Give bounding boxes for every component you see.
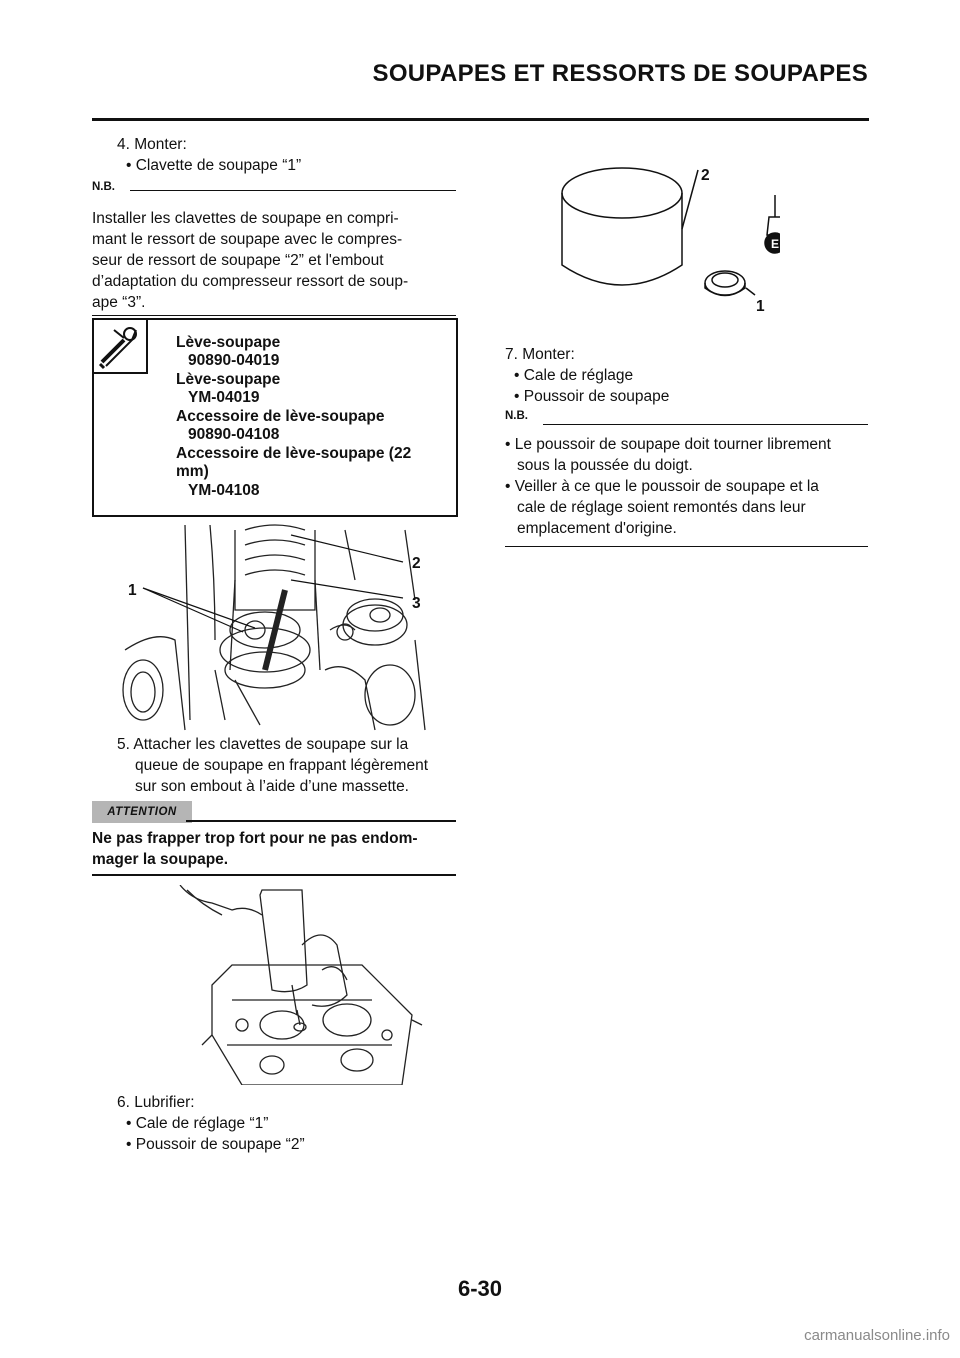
page-title: SOUPAPES ET RESSORTS DE SOUPAPES: [372, 60, 868, 87]
tool-code: YM-04108: [188, 482, 260, 499]
nb1-end-rule: [92, 315, 456, 316]
nb2-line: • Le poussoir de soupape doit tourner librement: [505, 436, 831, 453]
nb2-end-rule: [505, 546, 868, 547]
attention-end-rule: [92, 874, 456, 876]
step6-label: 6. Lubrifier:: [117, 1094, 195, 1111]
step4-bullet: • Clavette de soupape “1”: [126, 157, 302, 174]
nb2-line: cale de réglage soient remontés dans leur: [517, 499, 806, 516]
nb1-line: ape “3”.: [92, 294, 146, 311]
step5-line: queue de soupape en frappant légèrement: [135, 757, 429, 774]
valve-compressor-figure: [115, 520, 435, 735]
nb1-rule: [130, 190, 456, 191]
nb2-label: N.B.: [505, 410, 528, 422]
attention-line: Ne pas frapper trop fort pour ne pas endom-: [92, 830, 418, 847]
header-rule: [92, 118, 869, 121]
tool-name: mm): [176, 463, 209, 480]
figure3-callout-1: 1: [756, 298, 765, 315]
watermark: carmanualsonline.info: [804, 1327, 950, 1344]
step7-label: 7. Monter:: [505, 346, 575, 363]
tool-code: 90890-04019: [188, 352, 280, 369]
lifter-shim-figure: [550, 155, 780, 325]
special-tool-box: [92, 318, 458, 517]
valve-spring-compressor-icon: [94, 320, 148, 374]
oil-icon-letter: E: [770, 237, 780, 251]
nb2-line: emplacement d'origine.: [517, 520, 677, 537]
step7-bullet: • Cale de réglage: [514, 367, 634, 384]
step4-label: 4. Monter:: [117, 136, 187, 153]
tool-name: Lève-soupape: [176, 334, 281, 351]
nb1-line: d’adaptation du compresseur ressort de soup-: [92, 273, 409, 290]
nb1-label: N.B.: [92, 181, 115, 193]
figure1-callout-2: 2: [412, 555, 421, 572]
step7-bullet: • Poussoir de soupape: [514, 388, 670, 405]
figure1-callout-1: 1: [128, 582, 137, 599]
tool-code: 90890-04108: [188, 426, 280, 443]
step5-line: sur son embout à l’aide d’une massette.: [135, 778, 409, 795]
attention-badge: ATTENTION: [92, 801, 192, 823]
tool-code: YM-04019: [188, 389, 260, 406]
hammer-tapping-figure: [172, 885, 434, 1085]
tool-name: Accessoire de lève-soupape (22: [176, 445, 412, 462]
figure1-callout-3: 3: [412, 595, 421, 612]
nb1-line: seur de ressort de soupape “2” et l'embout: [92, 252, 384, 269]
nb1-line: Installer les clavettes de soupape en compri-: [92, 210, 399, 227]
attention-line: mager la soupape.: [92, 851, 229, 868]
figure3-callout-2: 2: [701, 167, 710, 184]
nb2-line: • Veiller à ce que le poussoir de soupape et la: [505, 478, 819, 495]
nb1-line: mant le ressort de soupape avec le compres-: [92, 231, 403, 248]
step5-line: 5. Attacher les clavettes de soupape sur la: [117, 736, 409, 753]
page-number: 6-30: [457, 1276, 503, 1301]
step6-bullet: • Cale de réglage “1”: [126, 1115, 269, 1132]
nb2-line: sous la poussée du doigt.: [517, 457, 693, 474]
nb2-rule: [543, 424, 868, 425]
step6-bullet: • Poussoir de soupape “2”: [126, 1136, 305, 1153]
tool-name: Lève-soupape: [176, 371, 281, 388]
tool-name: Accessoire de lève-soupape: [176, 408, 385, 425]
attention-rule: [186, 820, 456, 822]
